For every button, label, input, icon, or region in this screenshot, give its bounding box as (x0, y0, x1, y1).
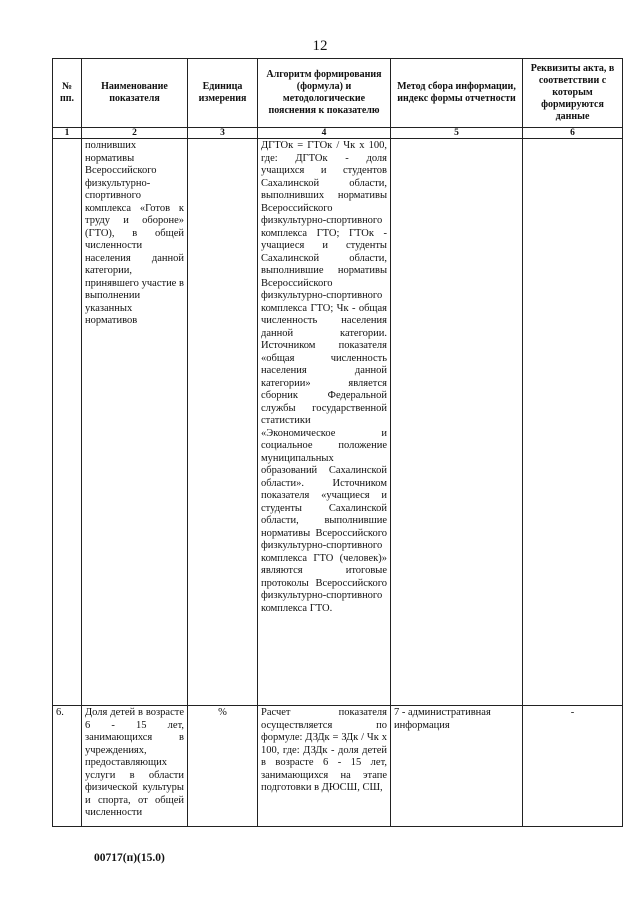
header-name: Наименование показателя (82, 59, 188, 128)
requisites (523, 139, 623, 706)
header-algorithm: Алгоритм формирования (формула) и методологические пояснения к показателю (258, 59, 391, 128)
unit (188, 139, 258, 706)
indicator-name: полнивших нормативы Всероссийского физкультурно-спортивного комплекса «Готов к труду и обороне» (ГТО), в общей численности населения данной категории, принявшего участие в выполнении указанных нормативов (82, 139, 188, 706)
col-number: 5 (391, 128, 523, 139)
col-number: 4 (258, 128, 391, 139)
algorithm: Расчет показателя осуществляется по формуле: ДЗДк = ЗДк / Чк х 100, где: ДЗДк - доля детей в возрасте 6 - 15 лет, занимающихся на этапе подготовки в ДЮСШ, СШ, (258, 706, 391, 827)
table-row (53, 139, 623, 706)
col-number: 6 (523, 128, 623, 139)
unit: % (188, 706, 258, 827)
col-number: 3 (188, 128, 258, 139)
header-method: Метод сбора информации, индекс формы отчетности (391, 59, 523, 128)
collection-method (391, 139, 523, 706)
header-unit: Единица измерения (188, 59, 258, 128)
col-number: 2 (82, 128, 188, 139)
header-num: № пп. (53, 59, 82, 128)
algorithm: ДГТОк = ГТОк / Чк х 100, где: ДГТОк - доля учащихся и студентов Сахалинской области, выполнивших нормативы Всероссийского физкультурно-спортивного комплекса ГТО; ГТОк - учащиеся и студенты Сахалинской области, выполнившие нормативы Всероссийского физкультурно-спортивного комплекса ГТО; Чк - общая численность населения данной категории. Источником показателя «общая численность населения данной категории» является сборник Федеральной службы государственной статистики «Экономическое и социальное положение муниципальных образований Сахалинской области». Источником показателя «учащиеся и студенты Сахалинской области, выполнившие нормативы Всероссийского физкультурно-спортивного комплекса ГТО (человек)» являются итоговые протоколы Всероссийского физкультурно-спортивного комплекса ГТО. (258, 139, 391, 706)
header-requisites: Реквизиты акта, в соответствии с которым формируются данные (523, 59, 623, 128)
page-number: 12 (312, 38, 328, 54)
row-num: 6. (53, 706, 82, 827)
indicator-name: Доля детей в возрасте 6 - 15 лет, занимающихся в учреждениях, предоставляющих услуги в области физической культуры и спорта, от общей численности (82, 706, 188, 827)
requisites: - (523, 706, 623, 827)
table-header-row (53, 59, 623, 128)
table-row (53, 706, 623, 827)
row-num (53, 139, 82, 706)
footer-code: 00717(п)(15.0) (94, 852, 165, 864)
col-number: 1 (53, 128, 82, 139)
collection-method: 7 - административная информация (391, 706, 523, 827)
column-number-row (53, 128, 623, 139)
indicator-table (52, 58, 623, 827)
